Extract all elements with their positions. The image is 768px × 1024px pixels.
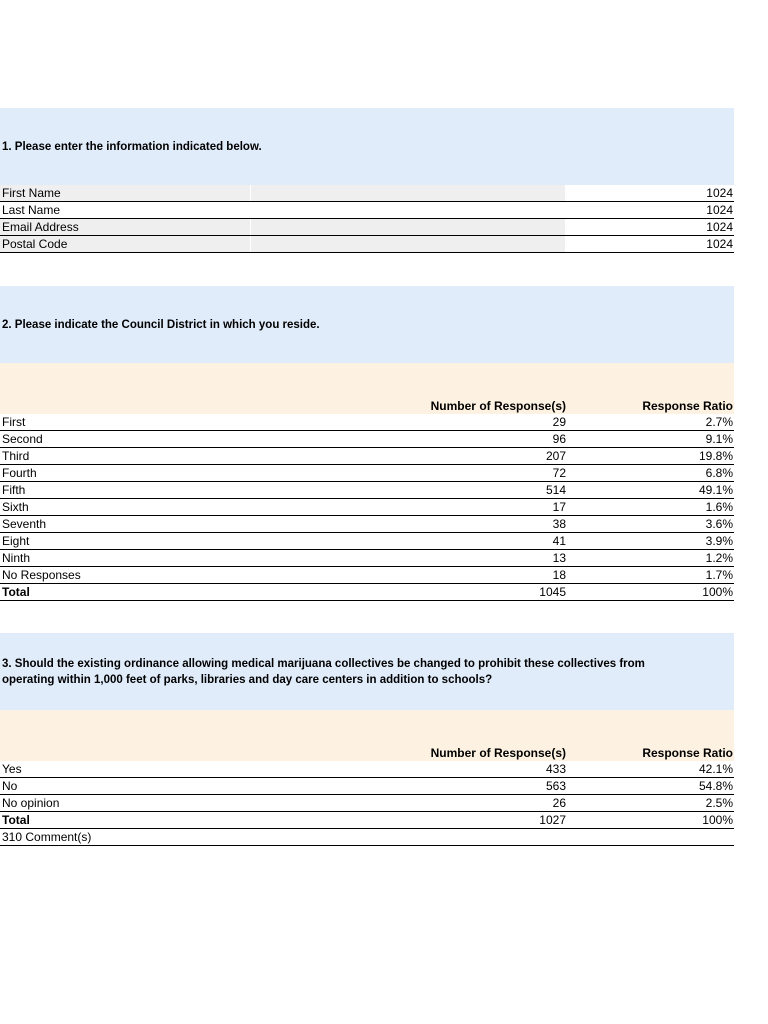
row-count: 26 <box>552 796 566 810</box>
row-label: No <box>2 779 18 793</box>
row-ratio: 100% <box>702 585 733 599</box>
question-1-title: 1. Please enter the information indicated below. <box>2 141 262 153</box>
question-1-header <box>0 108 734 185</box>
row-label: Total <box>2 813 30 827</box>
column-header-ratio: Response Ratio <box>642 399 733 413</box>
row-count: 1027 <box>539 813 566 827</box>
row-ratio: 3.6% <box>705 517 733 531</box>
row-ratio: 6.8% <box>705 466 733 480</box>
question-3 <box>0 633 734 846</box>
row-label: Third <box>2 449 30 463</box>
question-2-title: 2. Please indicate the Council District in which you reside. <box>2 319 320 331</box>
table-row <box>0 448 734 465</box>
question-3-column-header <box>0 710 734 761</box>
info-row-value: 1024 <box>706 186 733 200</box>
table-row <box>0 533 734 550</box>
question-2-column-header <box>0 363 734 414</box>
row-count: 72 <box>552 466 566 480</box>
total-row <box>0 584 734 601</box>
column-header-responses: Number of Response(s) <box>430 746 566 760</box>
row-label: First <box>2 415 26 429</box>
row-label: Seventh <box>2 517 47 531</box>
row-ratio: 1.7% <box>705 568 733 582</box>
row-ratio: 100% <box>702 813 733 827</box>
table-row <box>0 414 734 431</box>
table-row <box>0 567 734 584</box>
table-row <box>0 761 734 778</box>
row-ratio: 9.1% <box>705 432 733 446</box>
row-label: Ninth <box>2 551 31 565</box>
info-row-value: 1024 <box>706 220 733 234</box>
question-1-table <box>0 185 734 253</box>
info-row <box>0 185 734 202</box>
row-count: 1045 <box>539 585 566 599</box>
info-row-label: Last Name <box>2 203 61 217</box>
column-header-responses: Number of Response(s) <box>430 399 566 413</box>
info-row-label: First Name <box>2 186 61 200</box>
comments-count-label: 310 Comment(s) <box>2 830 92 844</box>
row-label: Fourth <box>2 466 37 480</box>
row-ratio: 54.8% <box>698 779 733 793</box>
question-2-table <box>0 414 734 601</box>
question-2-header <box>0 286 734 363</box>
row-count: 18 <box>552 568 566 582</box>
info-row <box>0 219 734 236</box>
row-count: 13 <box>552 551 566 565</box>
question-3-table <box>0 761 734 846</box>
info-row <box>0 202 734 219</box>
row-count: 207 <box>545 449 566 463</box>
column-header-ratio: Response Ratio <box>642 746 733 760</box>
total-row <box>0 812 734 829</box>
comments-row <box>0 829 734 846</box>
row-label: Sixth <box>2 500 29 514</box>
table-row <box>0 465 734 482</box>
table-row <box>0 482 734 499</box>
table-row <box>0 550 734 567</box>
question-1 <box>0 108 734 253</box>
row-ratio: 2.7% <box>705 415 733 429</box>
table-row <box>0 516 734 533</box>
row-label: Eight <box>2 534 30 548</box>
table-row <box>0 431 734 448</box>
table-row <box>0 778 734 795</box>
row-ratio: 42.1% <box>698 762 733 776</box>
table-row <box>0 795 734 812</box>
row-ratio: 1.6% <box>705 500 733 514</box>
row-ratio: 19.8% <box>698 449 733 463</box>
table-row <box>0 499 734 516</box>
row-count: 96 <box>552 432 566 446</box>
row-ratio: 3.9% <box>705 534 733 548</box>
row-count: 41 <box>552 534 566 548</box>
question-3-title-line2: operating within 1,000 feet of parks, libraries and day care centers in addition to schools? <box>2 674 493 686</box>
row-count: 38 <box>552 517 566 531</box>
info-row-value: 1024 <box>706 237 733 251</box>
row-count: 17 <box>552 500 566 514</box>
row-label: Yes <box>2 762 22 776</box>
info-row-value: 1024 <box>706 203 733 217</box>
question-2 <box>0 286 734 601</box>
info-row <box>0 236 734 253</box>
row-count: 29 <box>552 415 566 429</box>
row-ratio: 1.2% <box>705 551 733 565</box>
question-3-header <box>0 633 734 710</box>
row-ratio: 49.1% <box>698 483 733 497</box>
row-label: Total <box>2 585 30 599</box>
row-count: 563 <box>545 779 566 793</box>
info-row-label: Postal Code <box>2 237 68 251</box>
info-row-label: Email Address <box>2 220 79 234</box>
row-label: Second <box>2 432 43 446</box>
row-count: 514 <box>545 483 566 497</box>
row-label: No opinion <box>2 796 60 810</box>
row-label: Fifth <box>2 483 26 497</box>
row-ratio: 2.5% <box>705 796 733 810</box>
row-count: 433 <box>545 762 566 776</box>
question-3-title-line1: 3. Should the existing ordinance allowing medical marijuana collectives be changed to prohibit these collectives from <box>2 658 645 670</box>
row-label: No Responses <box>2 568 81 582</box>
